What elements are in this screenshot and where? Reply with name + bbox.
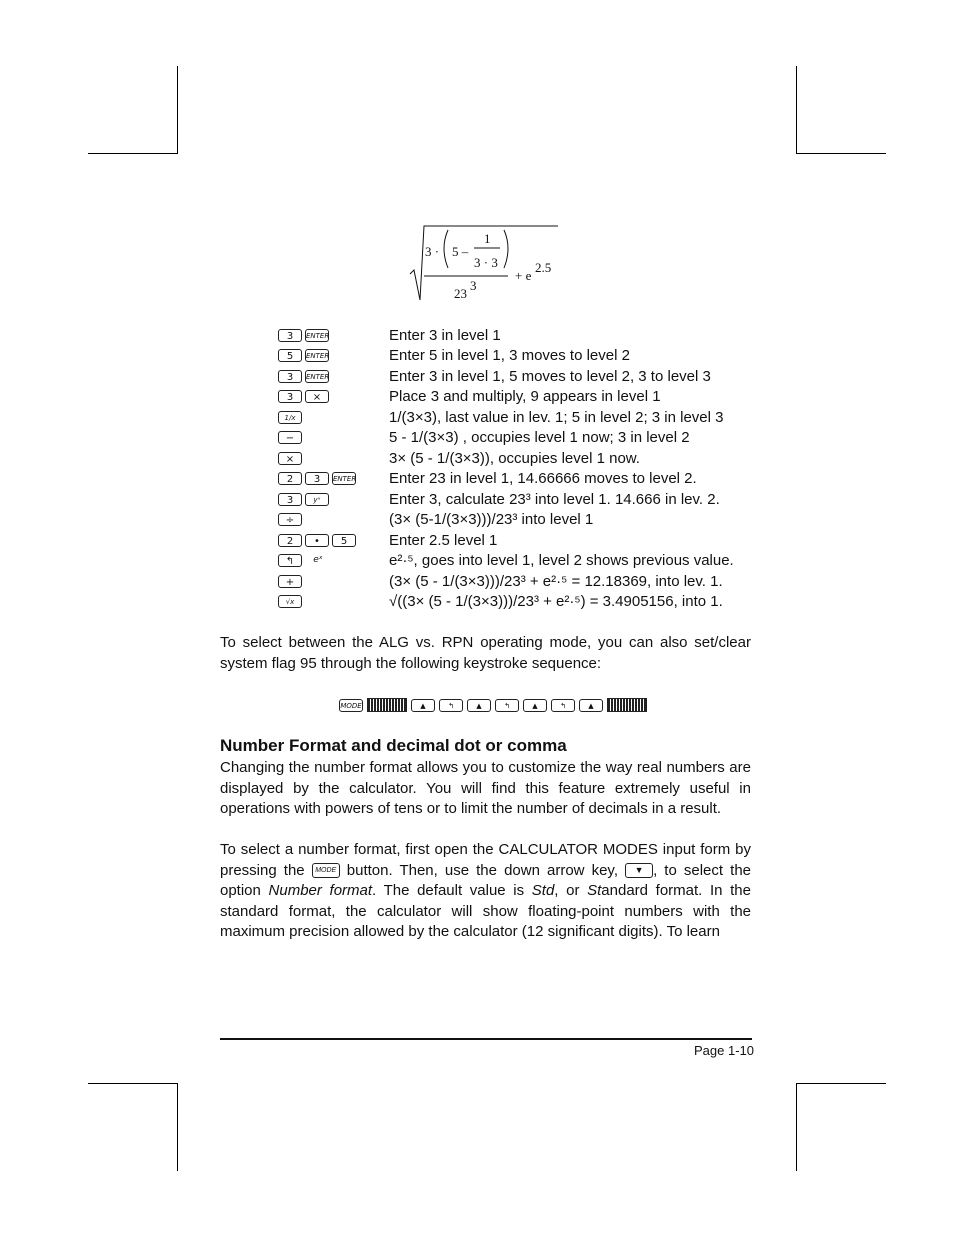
keystroke-steps: [278, 325, 758, 612]
calculator-key-icon: −: [278, 431, 302, 444]
step-keys: [278, 452, 389, 465]
step-description: (3× (5 - 1/(3×3)))/23³ + e²·⁵ = 12.18369, into lev. 1.: [389, 572, 723, 590]
step-row: [278, 489, 758, 510]
step-row: [278, 387, 758, 408]
step-description: Enter 3 in level 1: [389, 326, 501, 344]
calculator-key-icon: 3: [278, 329, 302, 342]
section-heading: Number Format and decimal dot or comma: [220, 736, 567, 755]
calculator-key-icon: +: [278, 575, 302, 588]
calculator-key-icon: 1/x: [278, 411, 302, 424]
crop-mark: [796, 1083, 797, 1171]
calculator-key-icon: ↰: [439, 699, 463, 712]
step-row: [278, 530, 758, 551]
step-row: [278, 592, 758, 613]
step-row: [278, 346, 758, 367]
formula-text: 1: [484, 231, 491, 246]
calculator-key-icon: ▲: [411, 699, 435, 712]
calculator-key-icon: 2: [278, 534, 302, 547]
text-run: St: [587, 882, 602, 899]
step-row: [278, 366, 758, 387]
text-run: Number format: [268, 882, 373, 899]
text-run: Std: [531, 882, 555, 899]
step-description: Place 3 and multiply, 9 appears in level 1: [389, 388, 661, 406]
step-keys: [278, 534, 389, 547]
step-keys: [278, 431, 389, 444]
step-row: [278, 428, 758, 449]
formula-text: + e: [515, 268, 532, 283]
text-run: , to select the option: [220, 861, 751, 899]
calculator-key-icon: 3: [278, 390, 302, 403]
mode-key-icon: MODE: [312, 863, 340, 878]
calculator-key-icon: 3: [278, 493, 302, 506]
step-description: Enter 23 in level 1, 14.66666 moves to level 2.: [389, 470, 697, 488]
step-keys: [278, 390, 389, 403]
calculator-key-icon: ▲: [523, 699, 547, 712]
text-run: To select a number format, first open the CALCULATOR MODES input form by pressing the: [220, 841, 751, 879]
paragraph: Changing the number format allows you to customize the way real numbers are displayed by the calculator. You will find this feature extremely useful in operations with powers of tens or to limit the number of decimals in a result.: [220, 759, 751, 817]
formula-text: 23: [454, 286, 467, 301]
formula: [408, 222, 568, 304]
step-keys: [278, 595, 389, 608]
calculator-key-icon: 3: [278, 370, 302, 383]
text-run: . The default value is: [372, 882, 525, 899]
text-run: andard format. In the standard format, the calculator will show floating-point numbers with the maximum precision allowed by the calculator (12 significant digits). To learn: [220, 882, 751, 940]
step-description: 3× (5 - 1/(3×3)), occupies level 1 now.: [389, 449, 640, 467]
crop-mark: [88, 153, 178, 154]
step-description: 1/(3×3), last value in lev. 1; 5 in level 2; 3 in level 3: [389, 408, 724, 426]
crop-mark: [88, 1083, 178, 1084]
calculator-key-icon: ENTER: [305, 370, 329, 383]
calculator-key-icon: MODE: [339, 699, 363, 712]
step-description: (3× (5-1/(3×3)))/23³ into level 1: [389, 511, 594, 529]
step-description: Enter 5 in level 1, 3 moves to level 2: [389, 347, 630, 365]
calculator-key-icon: eˣ: [305, 554, 331, 567]
step-keys: [278, 349, 389, 362]
formula-text: 3 · 3: [474, 255, 498, 270]
page-number: Page 1-10: [694, 1043, 754, 1058]
step-keys: [278, 575, 389, 588]
crop-mark: [796, 1083, 886, 1084]
calculator-key-icon: √x: [278, 595, 302, 608]
calculator-key-icon: ↰: [278, 554, 302, 567]
formula-text: 5 –: [452, 244, 469, 259]
crop-mark: [177, 66, 178, 154]
step-row: [278, 448, 758, 469]
crop-mark: [177, 1083, 178, 1171]
keystroke-sequence: [339, 698, 647, 712]
step-row: [278, 551, 758, 572]
step-keys: [278, 329, 389, 342]
calculator-key-icon: ENTER: [305, 329, 329, 342]
step-description: √((3× (5 - 1/(3×3)))/23³ + e²·⁵) = 3.4905156, into 1.: [389, 593, 723, 611]
calculator-key-icon: 5: [278, 349, 302, 362]
calculator-key-icon: 5: [332, 534, 356, 547]
step-description: Enter 3 in level 1, 5 moves to level 2, 3 to level 3: [389, 367, 711, 385]
step-keys: [278, 554, 389, 567]
paragraph: To select between the ALG vs. RPN operating mode, you can also set/clear system flag 95 through the following keystroke sequence:: [220, 634, 751, 672]
step-row: [278, 469, 758, 490]
calculator-key-icon: ×: [278, 452, 302, 465]
calculator-key-icon: 2: [278, 472, 302, 485]
calculator-key-icon: yˣ: [305, 493, 329, 506]
calculator-key-icon: •: [305, 534, 329, 547]
step-description: 5 - 1/(3×3) , occupies level 1 now; 3 in level 2: [389, 429, 690, 447]
calculator-key-icon: 3: [305, 472, 329, 485]
softmenu-key-icon: [367, 698, 407, 712]
step-keys: [278, 411, 389, 424]
step-keys: [278, 513, 389, 526]
step-keys: [278, 493, 389, 506]
step-keys: [278, 472, 389, 485]
calculator-key-icon: ENTER: [332, 472, 356, 485]
text-run: , or: [554, 882, 580, 899]
calculator-key-icon: ENTER: [305, 349, 329, 362]
formula-text: 3: [470, 278, 477, 293]
crop-mark: [796, 66, 797, 154]
step-description: Enter 3, calculate 23³ into level 1. 14.666 in lev. 2.: [389, 490, 720, 508]
calculator-key-icon: ▲: [579, 699, 603, 712]
calculator-key-icon: ▲: [467, 699, 491, 712]
step-description: Enter 2.5 level 1: [389, 531, 498, 549]
formula-text: 3 ·: [425, 244, 440, 259]
footer-rule: [220, 1038, 752, 1040]
calculator-key-icon: ÷: [278, 513, 302, 526]
crop-mark: [796, 153, 886, 154]
step-row: [278, 407, 758, 428]
calculator-key-icon: ↰: [495, 699, 519, 712]
down-arrow-key-icon: ▼: [625, 863, 653, 878]
step-row: [278, 571, 758, 592]
calculator-key-icon: ↰: [551, 699, 575, 712]
calculator-key-icon: ×: [305, 390, 329, 403]
step-row: [278, 510, 758, 531]
softmenu-key-icon: [607, 698, 647, 712]
paragraph: [220, 840, 751, 943]
step-keys: [278, 370, 389, 383]
step-row: [278, 325, 758, 346]
text-run: button. Then, use the down arrow key,: [346, 861, 618, 879]
formula-text: 2.5: [535, 260, 552, 275]
step-description: e²·⁵, goes into level 1, level 2 shows previous value.: [389, 552, 734, 570]
